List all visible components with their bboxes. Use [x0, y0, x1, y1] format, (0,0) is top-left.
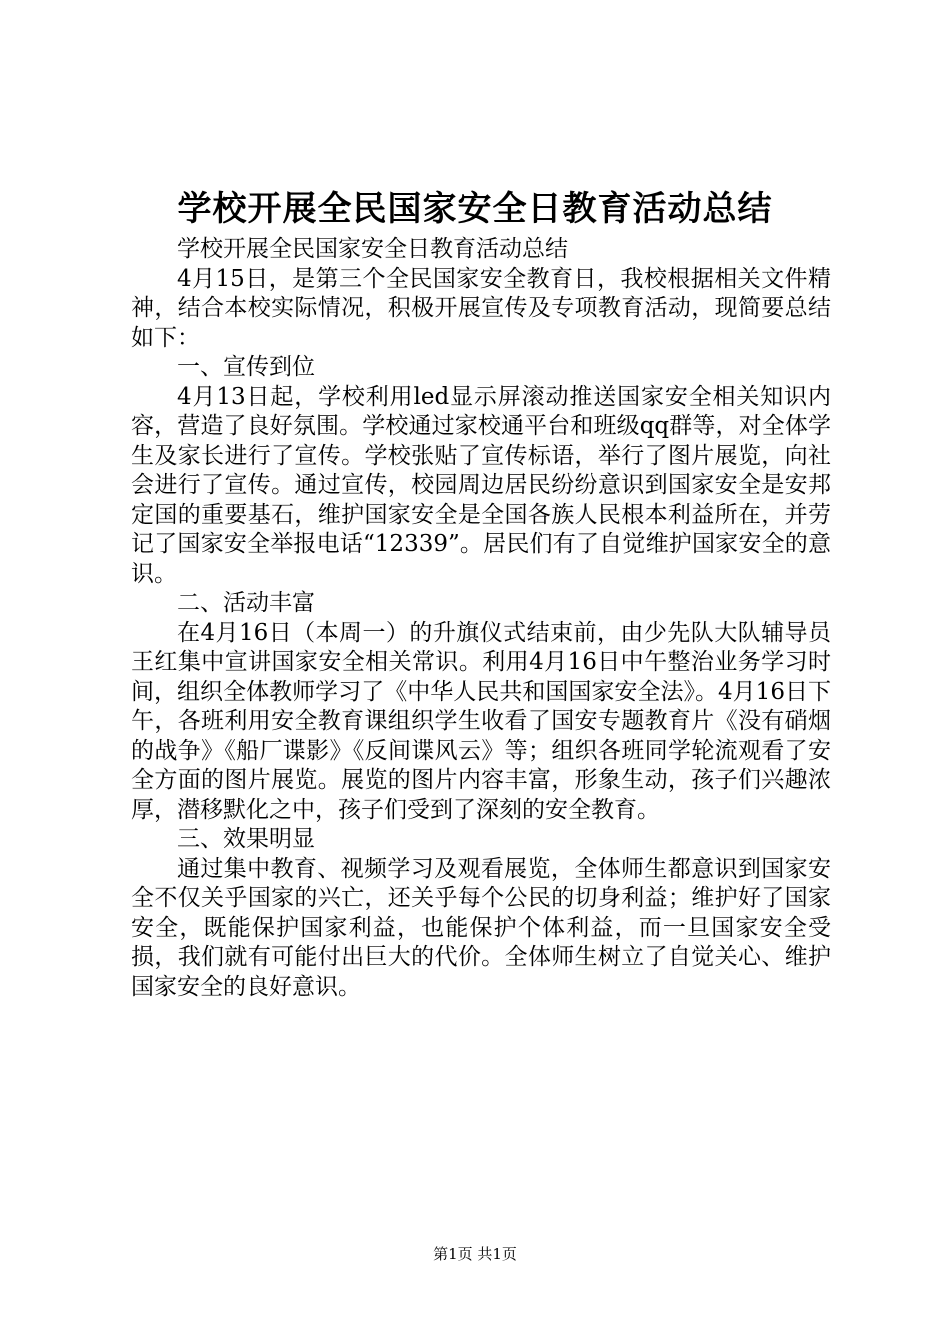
subtitle-paragraph: 学校开展全民国家安全日教育活动总结: [177, 236, 568, 262]
page-number-footer: 第1页 共1页: [433, 1245, 517, 1263]
intro-paragraph: 4月15日，是第三个全民国家安全教育日，我校根据相关文件精神，结合本校实际情况，积极开展宣传及专项教育活动，现简要总结如下：: [131, 265, 831, 351]
section-heading-publicity: 一、宣传到位: [177, 354, 315, 380]
document-body: [131, 235, 831, 1002]
publicity-paragraph: 4月13日起，学校利用led显示屏滚动推送国家安全相关知识内容，营造了良好氛围。学校通过家校通平台和班级qq群等，对全体学生及家长进行了宣传。学校张贴了宣传标语，举行了图片展览，向社会进行了宣传。通过宣传，校园周边居民纷纷意识到国家安全是安邦定国的重要基石，维护国家安全是全国各族人民根本利益所在，并劳记了国家安全举报电话“12339”。居民们有了自觉维护国家安全的意识。: [131, 383, 831, 587]
section-heading-activities: 二、活动丰富: [177, 590, 315, 616]
section-heading-results: 三、效果明显: [177, 826, 315, 852]
activities-paragraph: 在4月16日（本周一）的升旗仪式结束前，由少先队大队辅导员王红集中宣讲国家安全相关常识。利用4月16日中午整治业务学习时间，组织全体教师学习了《中华人民共和国国家安全法》。4月16日下午，各班利用安全教育课组织学生收看了国安专题教育片《没有硝烟的战争》《船厂谍影》《反间谍风云》等；组织各班同学轮流观看了安全方面的图片展览。展览的图片内容丰富，形象生动，孩子们兴趣浓厚，潜移默化之中，孩子们受到了深刻的安全教育。: [131, 619, 831, 823]
results-paragraph: 通过集中教育、视频学习及观看展览，全体师生都意识到国家安全不仅关乎国家的兴亡，还关乎每个公民的切身利益；维护好了国家安全，既能保护国家利益，也能保护个体利益，而一旦国家安全受损，我们就有可能付出巨大的代价。全体师生树立了自觉关心、维护国家安全的良好意识。: [131, 855, 831, 1000]
document-title: 学校开展全民国家安全日教育活动总结: [177, 189, 773, 229]
